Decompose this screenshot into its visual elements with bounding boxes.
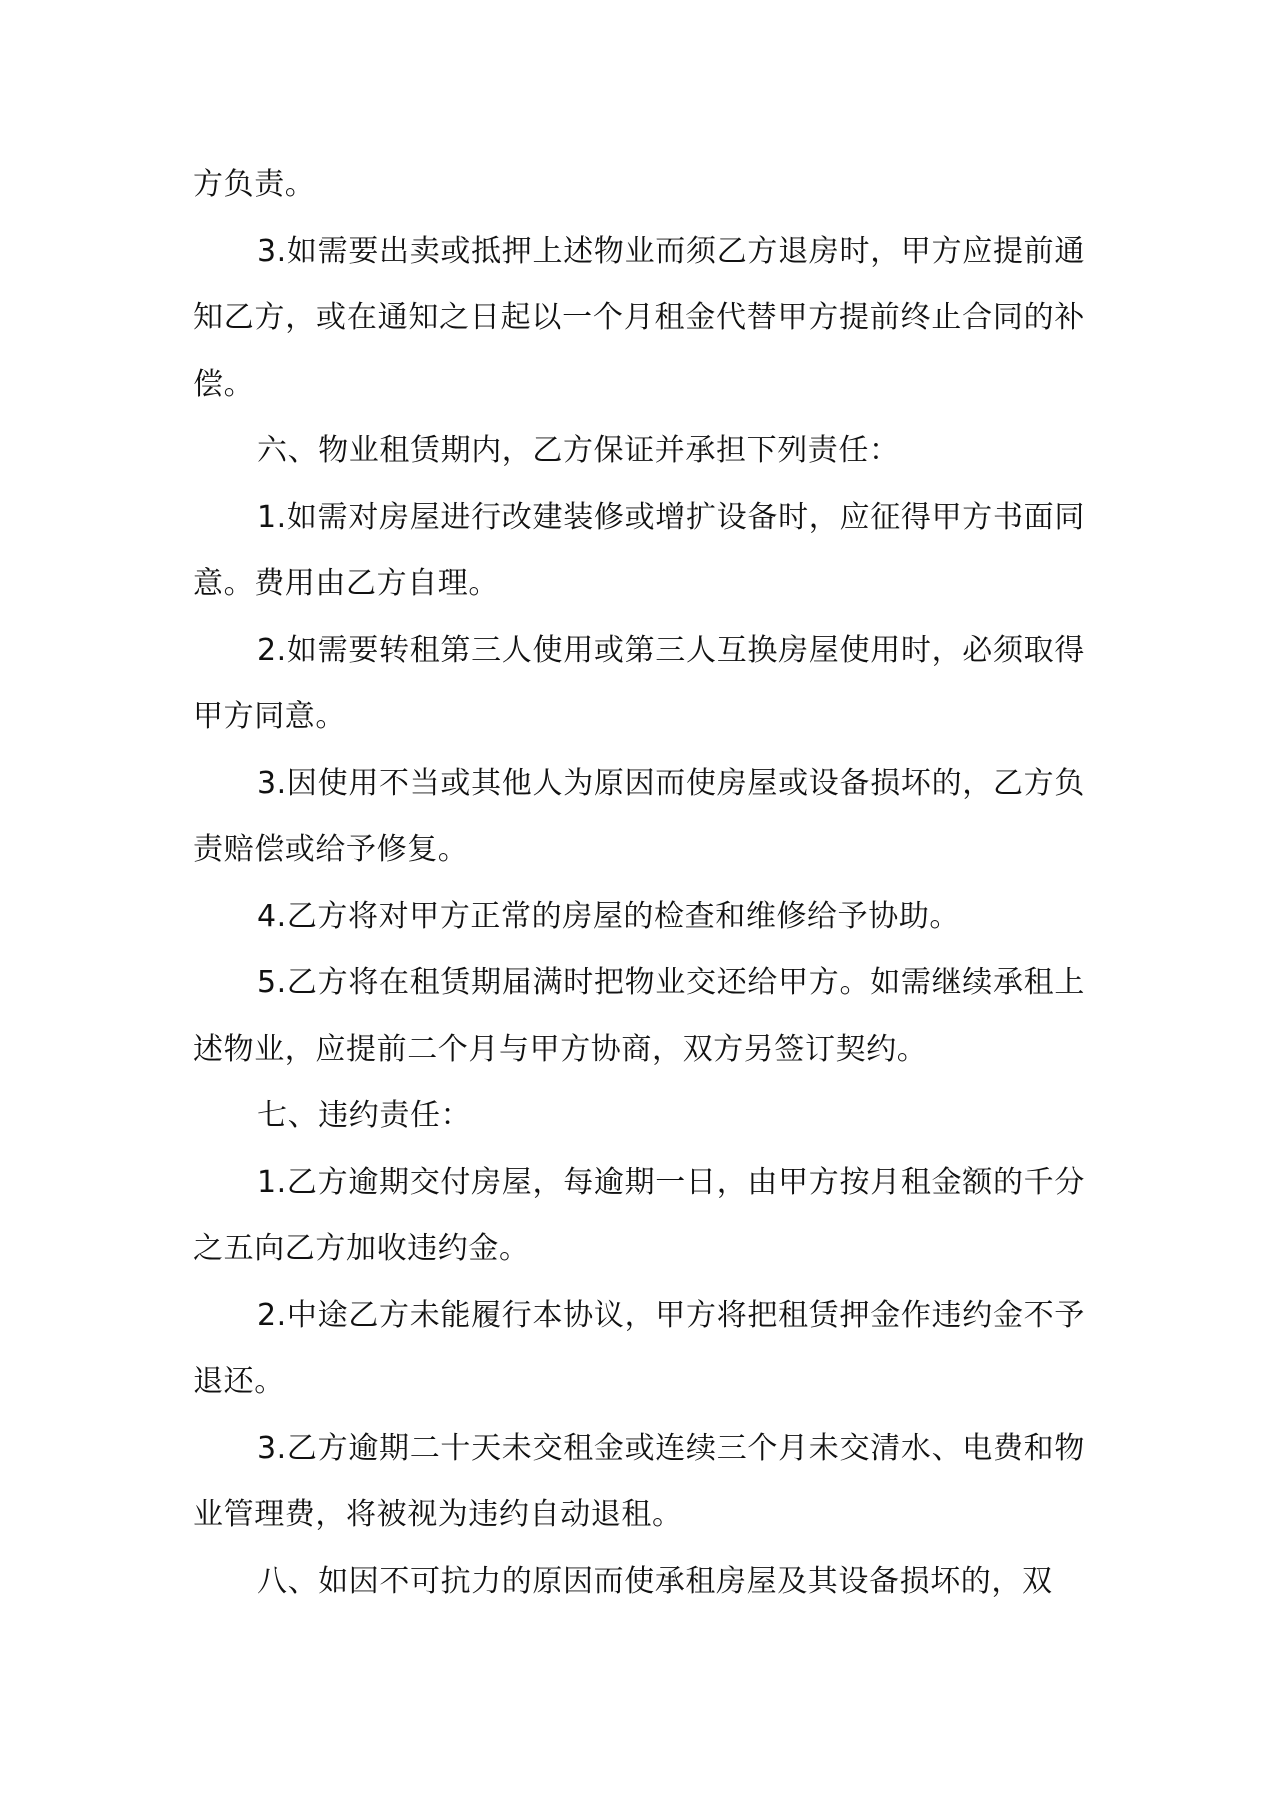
section-heading: 六、物业租赁期内，乙方保证并承担下列责任： <box>257 433 900 468</box>
section-heading: 七、违约责任： <box>257 1098 472 1133</box>
paragraph: 1.乙方逾期交付房屋，每逾期一日，由甲方按月租金额的千分之五向乙方加收违约金。 <box>193 1164 1085 1266</box>
paragraph: 3.乙方逾期二十天未交租金或连续三个月未交清水、电费和物业管理费，将被视为违约自动退租。 <box>193 1430 1085 1532</box>
paragraph: 2.中途乙方未能履行本协议，甲方将把租赁押金作违约金不予退还。 <box>193 1297 1085 1399</box>
section-heading: 八、如因不可抗力的原因而使承租房屋及其设备损坏的，双 <box>257 1563 1053 1599</box>
paragraph: 1.如需对房屋进行改建装修或增扩设备时，应征得甲方书面同意。费用由乙方自理。 <box>193 499 1085 601</box>
paragraph: 方负责。 <box>193 167 316 202</box>
paragraph: 4.乙方将对甲方正常的房屋的检查和维修给予协助。 <box>257 898 961 934</box>
paragraph: 3.如需要出卖或抵押上述物业而须乙方退房时，甲方应提前通知乙方，或在通知之日起以一个月租金代替甲方提前终止合同的补偿。 <box>193 233 1085 402</box>
paragraph: 5.乙方将在租赁期届满时把物业交还给甲方。如需继续承租上述物业，应提前二个月与甲方协商，双方另签订契约。 <box>193 965 1085 1067</box>
paragraph: 2.如需要转租第三人使用或第三人互换房屋使用时，必须取得甲方同意。 <box>193 632 1085 734</box>
paragraph: 3.因使用不当或其他人为原因而使房屋或设备损坏的，乙方负责赔偿或给予修复。 <box>193 765 1085 867</box>
document-body <box>193 152 1085 1615</box>
